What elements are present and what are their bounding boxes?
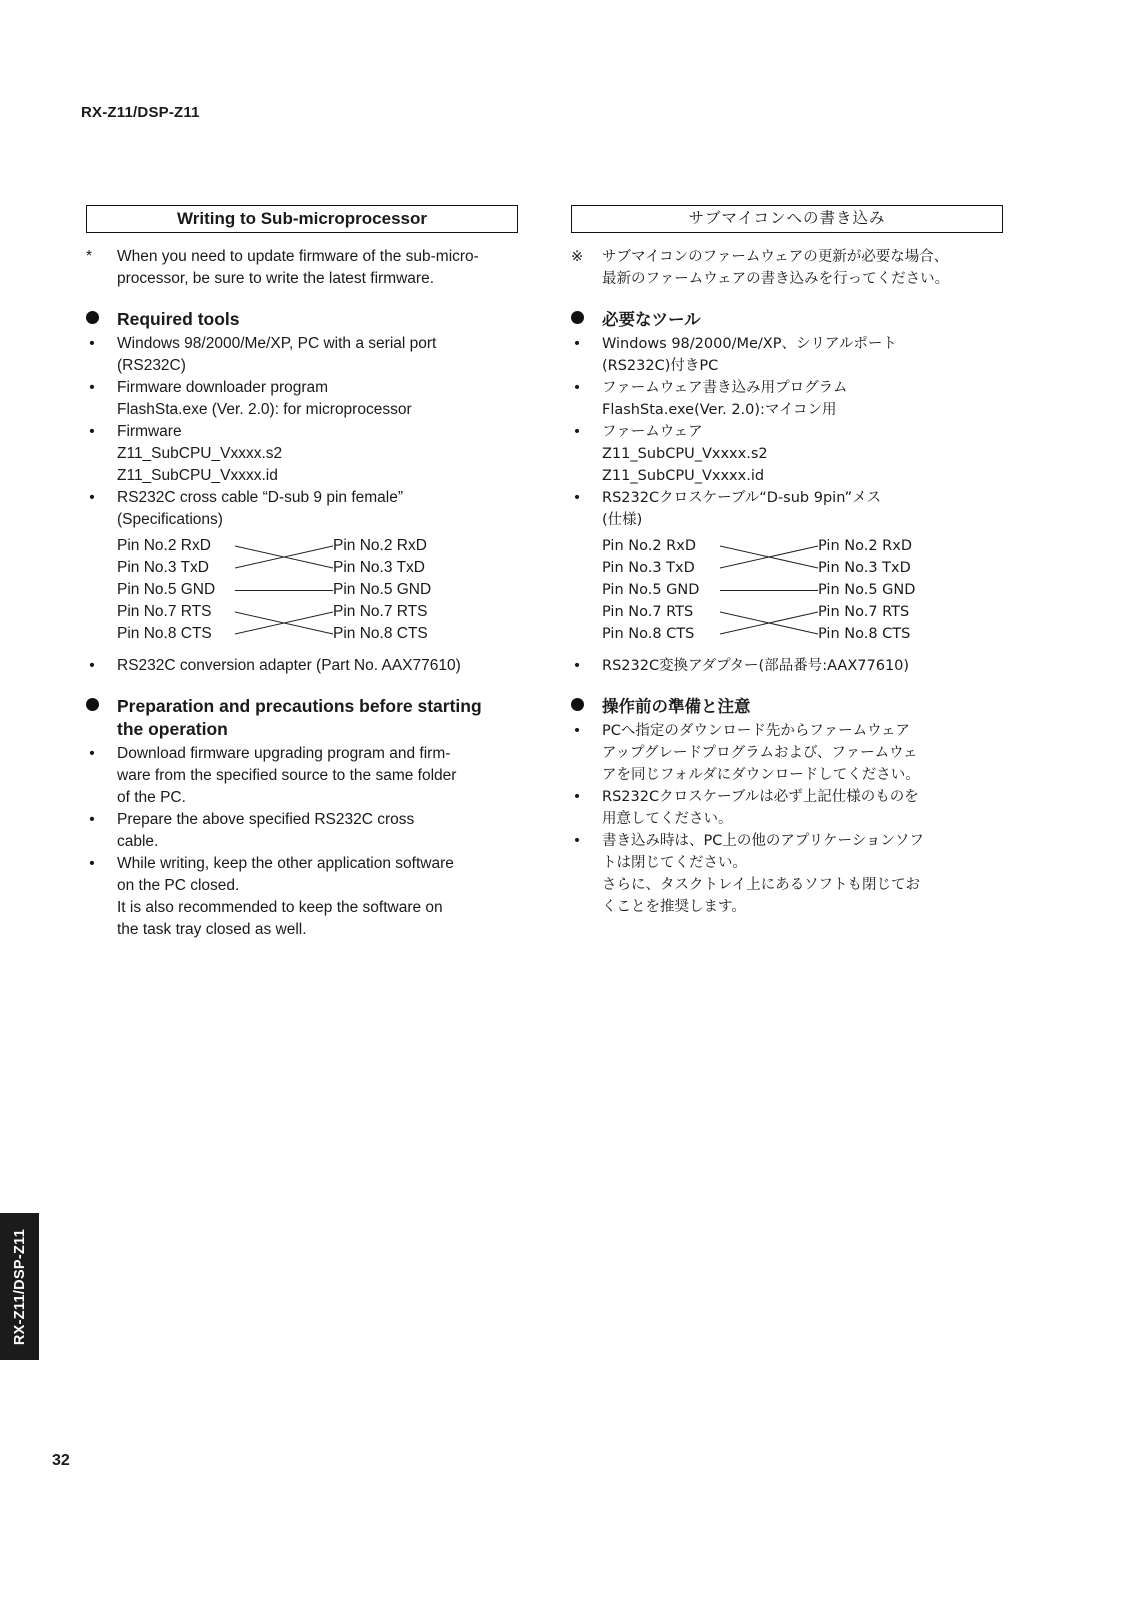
list-item: • PCへ指定のダウンロード先からファームウェア アップグレードプログラムおよび、ファームウェ アを同じフォルダにダウンロードしてください。: [572, 723, 920, 783]
pin-label: Pin No.2 RxD: [333, 537, 427, 554]
header-model: RX-Z11/DSP-Z11: [81, 104, 200, 121]
preparation-heading: Preparation and precautions before starting the operation: [117, 696, 482, 739]
pin-label: Pin No.2 RxD: [818, 538, 912, 554]
required-tools-heading: Required tools: [117, 309, 240, 329]
list-item: • ファームウェア Z11_SubCPU_Vxxxx.s2 Z11_SubCPU_Vxxxx.id: [572, 424, 768, 484]
list-item: • RS232Cクロスケーブル“D-sub 9pin”メス (仕様) Pin No.2 RxD Pin No.2 RxD Pin No.3 TxD Pin No.3 TxD Pin No.5 GND Pin No.5 GND Pin No.7 RTS Pin No.7 RTS Pin No.8 CTS Pin No.8 CTS: [602, 487, 1003, 645]
required-tools-section: [86, 308, 518, 331]
required-tools-section: [571, 308, 1003, 331]
pin-label: Pin No.3 TxD: [818, 560, 911, 576]
list-item: • Download firmware upgrading program and firm- ware from the specified source to the same folder of the PC.: [89, 745, 457, 806]
japanese-column: [571, 205, 1003, 918]
pin-label: Pin No.3 TxD: [602, 560, 695, 576]
pin-label: Pin No.5 GND: [333, 581, 432, 598]
side-model-tab: RX-Z11/DSP-Z11: [0, 1213, 39, 1360]
pin-label: Pin No.8 CTS: [117, 625, 212, 642]
pin-wiring-diagram: [117, 535, 518, 645]
pin-wiring-diagram: [602, 535, 1003, 645]
page-number: 32: [52, 1452, 70, 1469]
list-item: • Firmware Z11_SubCPU_Vxxxx.s2 Z11_SubCPU_Vxxxx.id: [89, 423, 283, 484]
list-item: • RS232Cクロスケーブルは必ず上記仕様のものを 用意してください。: [572, 789, 919, 827]
preparation-list: [571, 720, 1003, 918]
pin-label: Pin No.2 RxD: [602, 538, 696, 554]
pin-label: Pin No.8 CTS: [333, 625, 428, 642]
preparation-list: [86, 743, 518, 941]
section-bullet: [86, 698, 99, 711]
list-item: • While writing, keep the other application software on the PC closed. It is also recommended to keep the software on the task tray closed as well.: [89, 855, 454, 938]
section-bullet: [86, 311, 99, 324]
section-title: Writing to Sub-microprocessor: [86, 205, 518, 233]
pin-label: Pin No.3 TxD: [117, 559, 209, 576]
required-tools-list: [86, 333, 518, 677]
list-item: • ファームウェア書き込み用プログラム FlashSta.exe(Ver. 2.0):マイコン用: [572, 380, 848, 418]
list-item: • RS232C conversion adapter (Part No. AAX77610): [89, 657, 461, 674]
pin-label: Pin No.5 GND: [602, 582, 700, 598]
pin-label: Pin No.7 RTS: [602, 604, 694, 620]
required-tools-heading: 必要なツール: [602, 310, 701, 329]
list-item: • 書き込み時は、PC上の他のアプリケーションソフ トは閉じてください。 さらに、タスクトレイ上にあるソフトも閉じてお くことを推奨します。: [572, 833, 924, 915]
list-item: • Prepare the above specified RS232C cross cable.: [89, 811, 415, 850]
pin-label: Pin No.3 TxD: [333, 559, 425, 576]
straight-wire: [720, 579, 818, 601]
straight-wire: [235, 579, 333, 601]
pin-label: Pin No.7 RTS: [333, 603, 428, 620]
list-item: • RS232C cross cable “D-sub 9 pin female” (Specifications) Pin No.2 RxD Pin No.2 RxD Pin No.3 TxD Pin No.3 TxD Pin No.5 GND Pin No.5 GND Pin No.7 RTS Pin No.7 RTS Pin No.8 CTS Pin No.8 CTS: [117, 487, 518, 645]
preparation-section: [571, 695, 1003, 718]
pin-label: Pin No.7 RTS: [117, 603, 212, 620]
intro-note: ※ サブマイコンのファームウェアの更新が必要な場合、 最新のファームウェアの書き込みを行ってください。: [571, 246, 1003, 290]
pin-label: Pin No.8 CTS: [818, 626, 911, 642]
list-item: • Windows 98/2000/Me/XP, PC with a serial port (RS232C): [89, 335, 437, 374]
list-item: • Windows 98/2000/Me/XP、シリアルポート (RS232C)付きPC: [572, 336, 897, 374]
intro-note: * When you need to update firmware of the sub-micro- processor, be sure to write the latest firmware.: [86, 248, 479, 287]
section-title: サブマイコンへの書き込み: [571, 205, 1003, 233]
english-column: [86, 205, 518, 941]
pin-label: Pin No.8 CTS: [602, 626, 695, 642]
pin-label: Pin No.7 RTS: [818, 604, 910, 620]
note-mark: *: [86, 248, 93, 265]
section-bullet: [571, 698, 584, 711]
section-bullet: [571, 311, 584, 324]
list-item: • RS232C変換アダプター(部品番号:AAX77610): [572, 658, 910, 674]
list-item: • Firmware downloader program FlashSta.exe (Ver. 2.0): for microprocessor: [89, 379, 412, 418]
preparation-heading: 操作前の準備と注意: [602, 697, 751, 716]
required-tools-list: [571, 333, 1003, 677]
pin-label: Pin No.5 GND: [818, 582, 916, 598]
pin-label: Pin No.2 RxD: [117, 537, 211, 554]
preparation-section: [86, 695, 518, 741]
pin-label: Pin No.5 GND: [117, 581, 216, 598]
note-mark: ※: [571, 249, 584, 265]
